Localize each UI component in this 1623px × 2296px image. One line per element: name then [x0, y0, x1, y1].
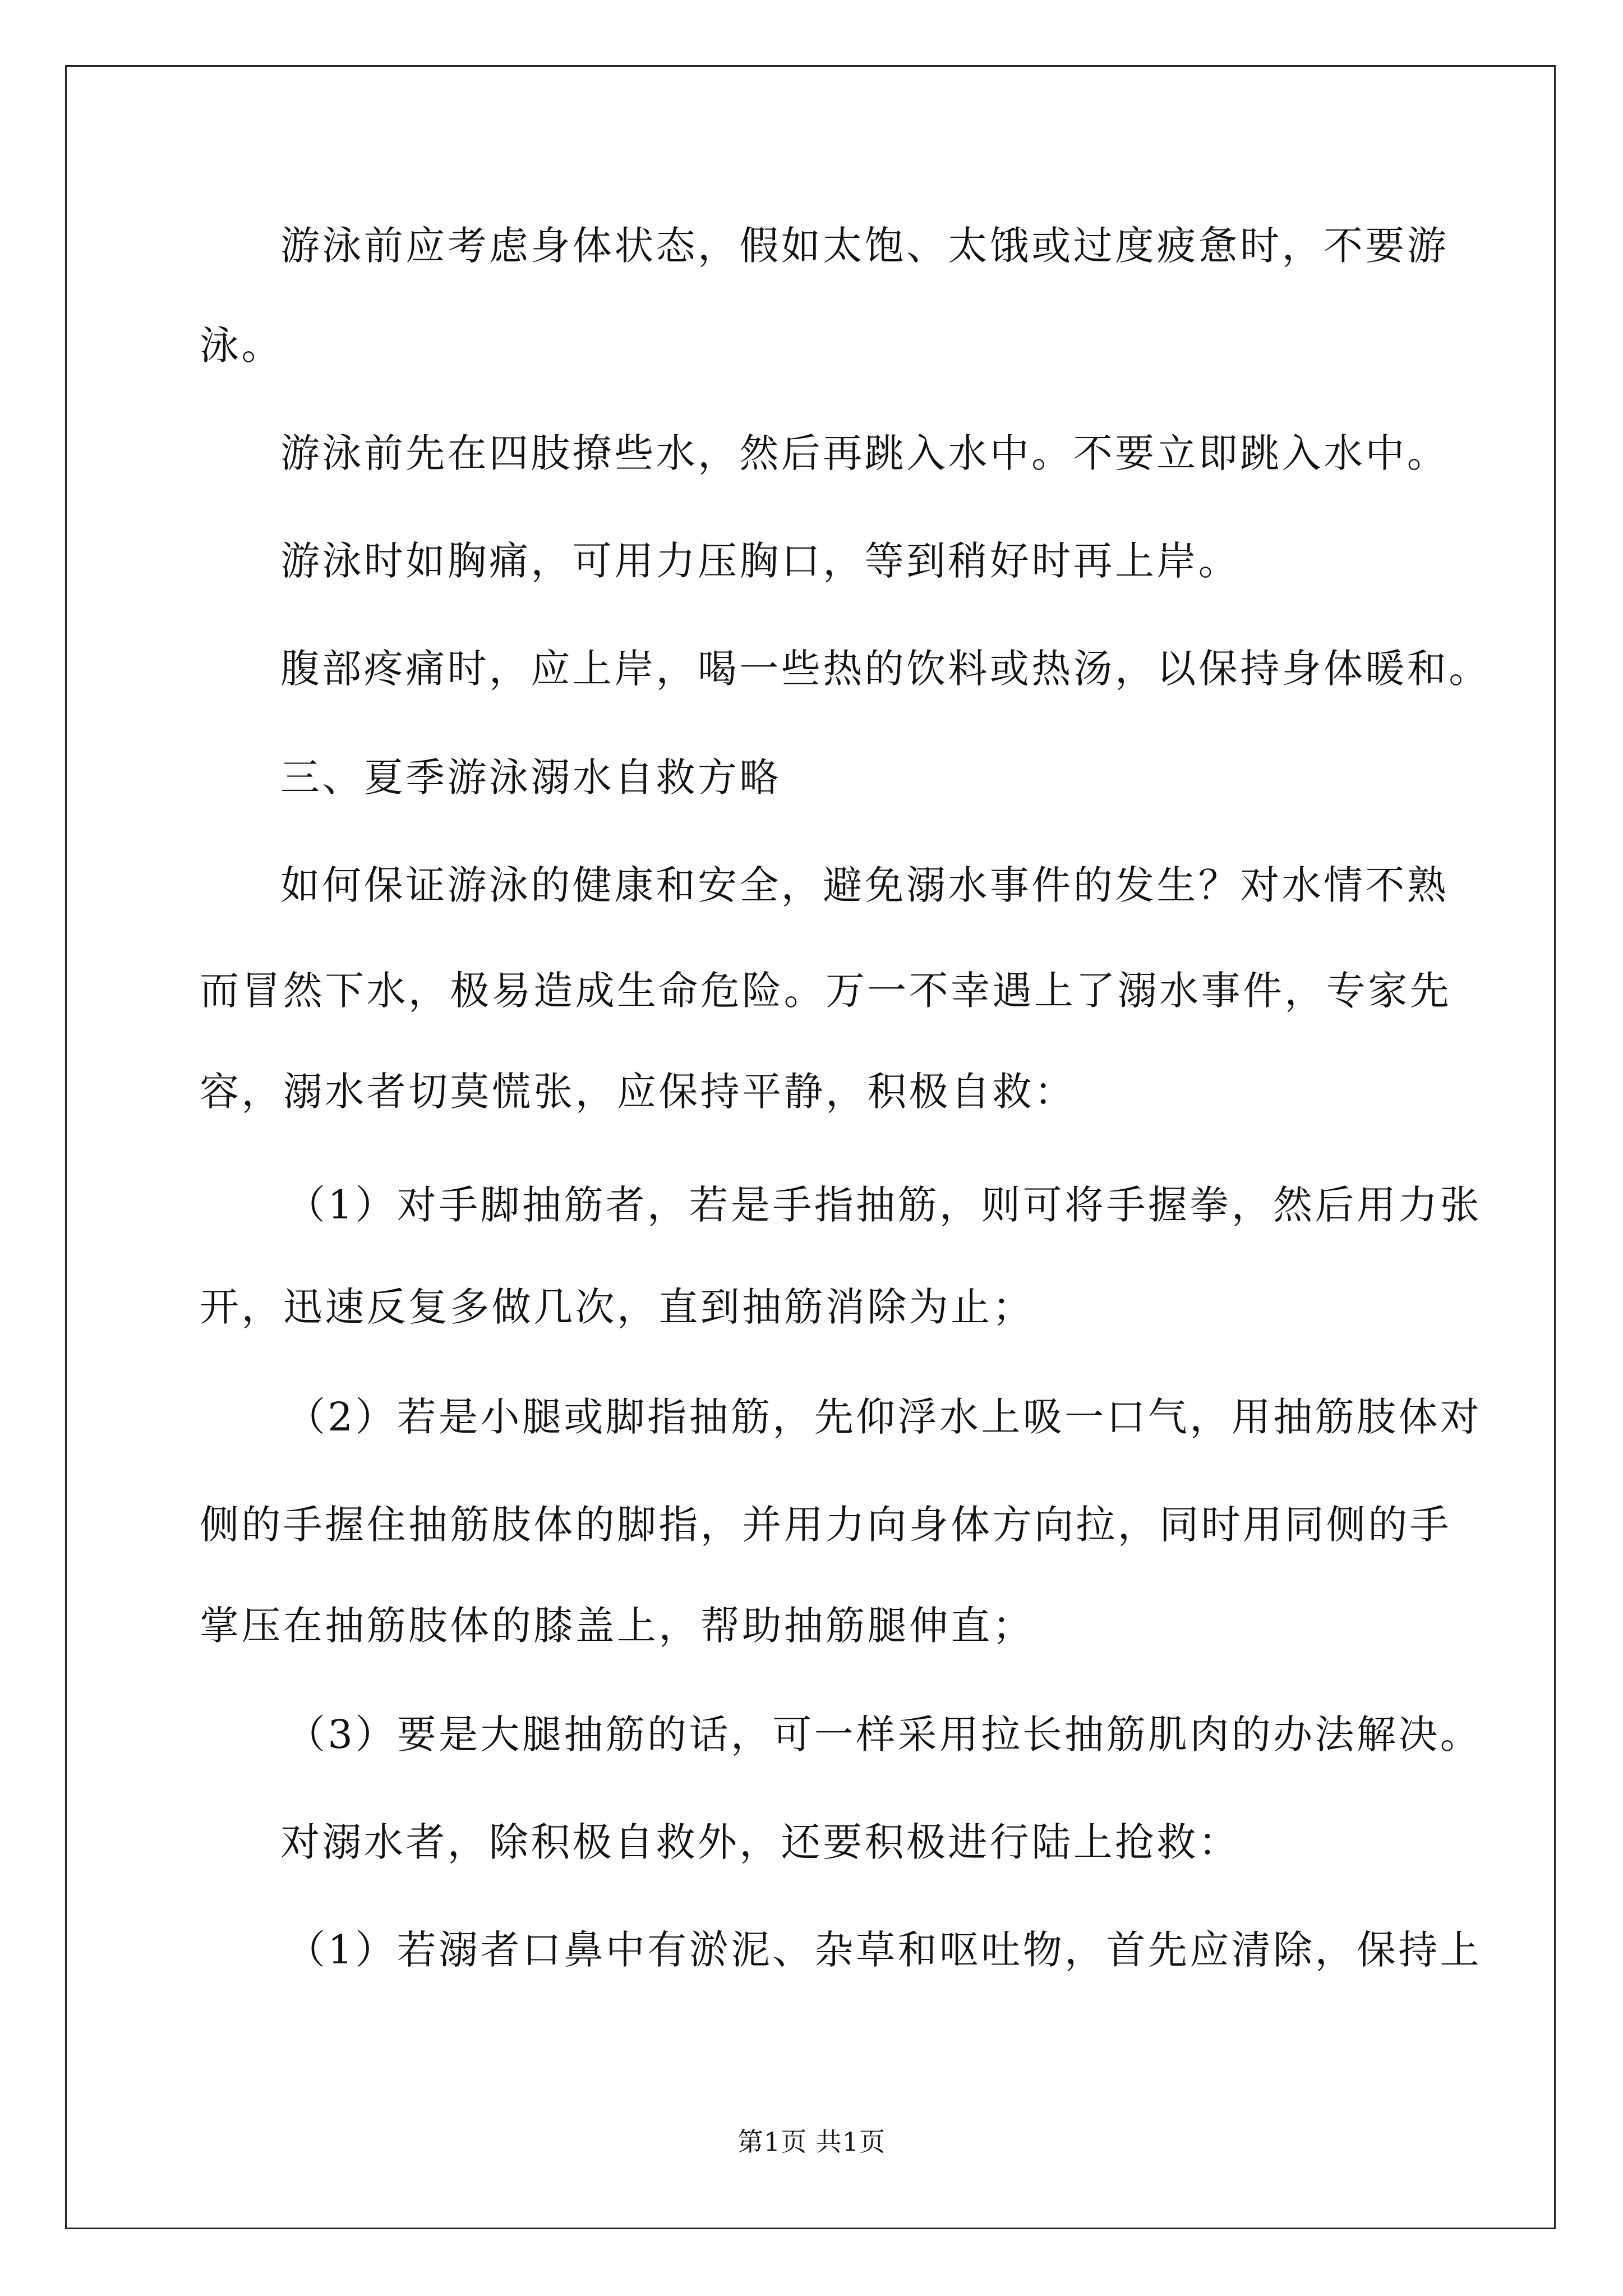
- paragraph-line: （1）对手脚抽筋者，若是手指抽筋，则可将手握拳，然后用力张: [286, 1182, 1482, 1228]
- paragraph-line: 游泳前先在四肢撩些水，然后再跳入水中。不要立即跳入水中。: [280, 430, 1449, 476]
- paragraph-line: （1）若溺者口鼻中有淤泥、杂草和呕吐物，首先应清除，保持上: [286, 1927, 1482, 1973]
- page-border: [65, 65, 1556, 2229]
- section-heading: 三、夏季游泳溺水自救方略: [280, 754, 781, 800]
- paragraph-line: 腹部疼痛时，应上岸，喝一些热的饮料或热汤，以保持身体暖和。: [280, 646, 1491, 692]
- paragraph-line: 游泳前应考虑身体状态，假如太饱、太饿或过度疲惫时，不要游: [280, 223, 1449, 269]
- paragraph-line: 对溺水者，除积极自救外，还要积极进行陆上抢救：: [280, 1819, 1241, 1865]
- paragraph-line: 开，迅速反复多做几次，直到抽筋消除为止；: [200, 1284, 1034, 1330]
- paragraph-line: （3）要是大腿抽筋的话，可一样采用拉长抽筋肌肉的办法解决。: [286, 1711, 1482, 1757]
- paragraph-line: 容，溺水者切莫慌张，应保持平静，积极自救：: [200, 1069, 1076, 1115]
- paragraph-line: 而冒然下水，极易造成生命危险。万一不幸遇上了溺水事件，专家先: [200, 968, 1451, 1014]
- paragraph-line: 泳。: [200, 323, 283, 369]
- paragraph-line: 掌压在抽筋肢体的膝盖上，帮助抽筋腿伸直；: [200, 1603, 1034, 1649]
- paragraph-line: （2）若是小腿或脚指抽筋，先仰浮水上吸一口气，用抽筋肢体对: [286, 1394, 1482, 1440]
- paragraph-line: 侧的手握住抽筋肢体的脚指，并用力向身体方向拉，同时用同侧的手: [200, 1502, 1451, 1548]
- page-number-footer: 第1页 共1页: [737, 2127, 886, 2157]
- paragraph-line: 如何保证游泳的健康和安全，避免溺水事件的发生？对水情不熟: [280, 862, 1449, 908]
- paragraph-line: 游泳时如胸痛，可用力压胸口，等到稍好时再上岸。: [280, 538, 1241, 584]
